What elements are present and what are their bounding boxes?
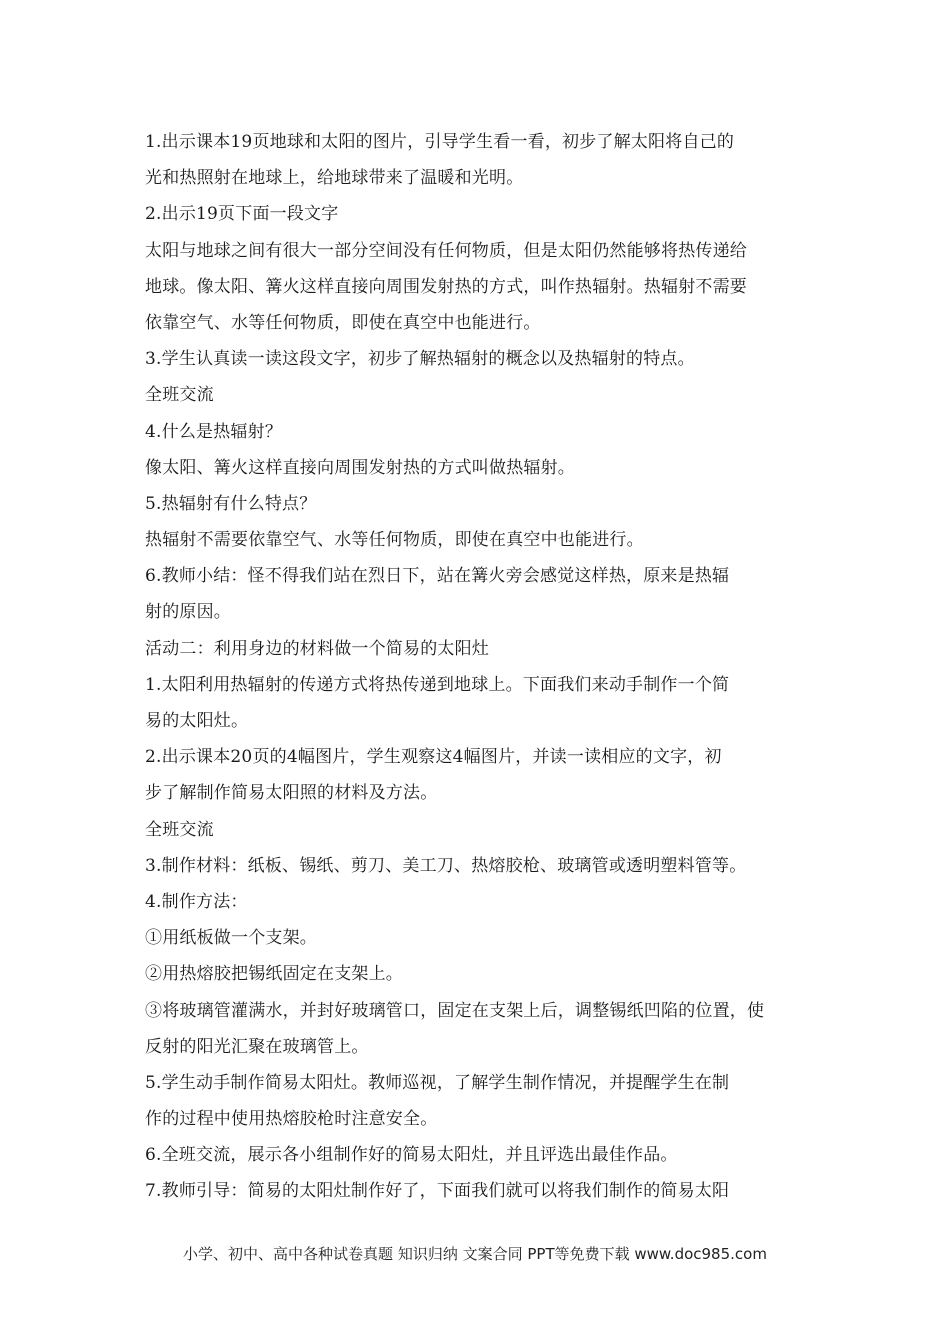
text-line: 全班交流 [145, 819, 214, 840]
text-line: 6.教师小结：怪不得我们站在烈日下，站在篝火旁会感觉这样热，原来是热辐 [145, 566, 730, 587]
text-line: 4.什么是热辐射？ [145, 421, 283, 442]
text-line: 热辐射不需要依靠空气、水等任何物质，即使在真空中也能进行。 [145, 530, 644, 551]
text-line: 2.出示课本20页的4幅图片，学生观察这4幅图片，并读一读相应的文字，初 [145, 747, 722, 768]
text-line: 像太阳、篝火这样直接向周围发射热的方式叫做热辐射。 [145, 457, 575, 478]
text-line: 易的太阳灶。 [145, 711, 249, 731]
text-line: 作的过程中使用热熔胶枪时注意安全。 [145, 1109, 438, 1130]
text-line: 太阳与地球之间有很大一部分空间没有任何物质，但是太阳仍然能够将热传递给 [145, 240, 747, 261]
text-line: 射的原因。 [145, 602, 231, 623]
text-line: 5.热辐射有什么特点？ [145, 493, 317, 514]
text-line: 7.教师引导：简易的太阳灶制作好了，下面我们就可以将我们制作的简易太阳 [145, 1181, 730, 1202]
text-line: 3.制作材料：纸板、锡纸、剪刀、美工刀、热熔胶枪、玻璃管或透明塑料管等。 [145, 855, 747, 876]
text-line: 5.学生动手制作简易太阳灶。教师巡视，了解学生制作情况，并提醒学生在制 [145, 1072, 730, 1093]
text-line: ②用热熔胶把锡纸固定在支架上。 [145, 964, 403, 985]
text-line: 2.出示19页下面一段文字 [145, 204, 339, 225]
document-body [145, 124, 813, 1210]
text-line: ①用纸板做一个支架。 [145, 928, 317, 949]
text-line: 地球。像太阳、篝火这样直接向周围发射热的方式，叫作热辐射。热辐射不需要 [145, 276, 747, 297]
text-line: ③将玻璃管灌满水，并封好玻璃管口，固定在支架上后，调整锡纸凹陷的位置，使 [145, 1000, 765, 1021]
text-line: 光和热照射在地球上，给地球带来了温暖和光明。 [145, 168, 524, 189]
text-line: 1.太阳利用热辐射的传递方式将热传递到地球上。下面我们来动手制作一个简 [145, 674, 730, 695]
text-line: 步了解制作简易太阳照的材料及方法。 [145, 783, 438, 804]
text-line: 1.出示课本19页地球和太阳的图片，引导学生看一看，初步了解太阳将自己的 [145, 132, 735, 152]
text-line: 依靠空气、水等任何物质，即使在真空中也能进行。 [145, 312, 541, 333]
text-line: 全班交流 [145, 385, 214, 406]
page-footer: 小学、初中、高中各种试卷真题 知识归纳 文案合同 PPT等免费下载 www.doc985.com [183, 1245, 767, 1263]
text-line: 4.制作方法： [145, 891, 248, 912]
text-line: 6.全班交流，展示各小组制作好的简易太阳灶，并且评选出最佳作品。 [145, 1145, 678, 1166]
text-line: 活动二：利用身边的材料做一个简易的太阳灶 [145, 638, 489, 659]
text-line: 3.学生认真读一读这段文字，初步了解热辐射的概念以及热辐射的特点。 [145, 349, 695, 370]
text-line: 反射的阳光汇聚在玻璃管上。 [145, 1036, 369, 1057]
